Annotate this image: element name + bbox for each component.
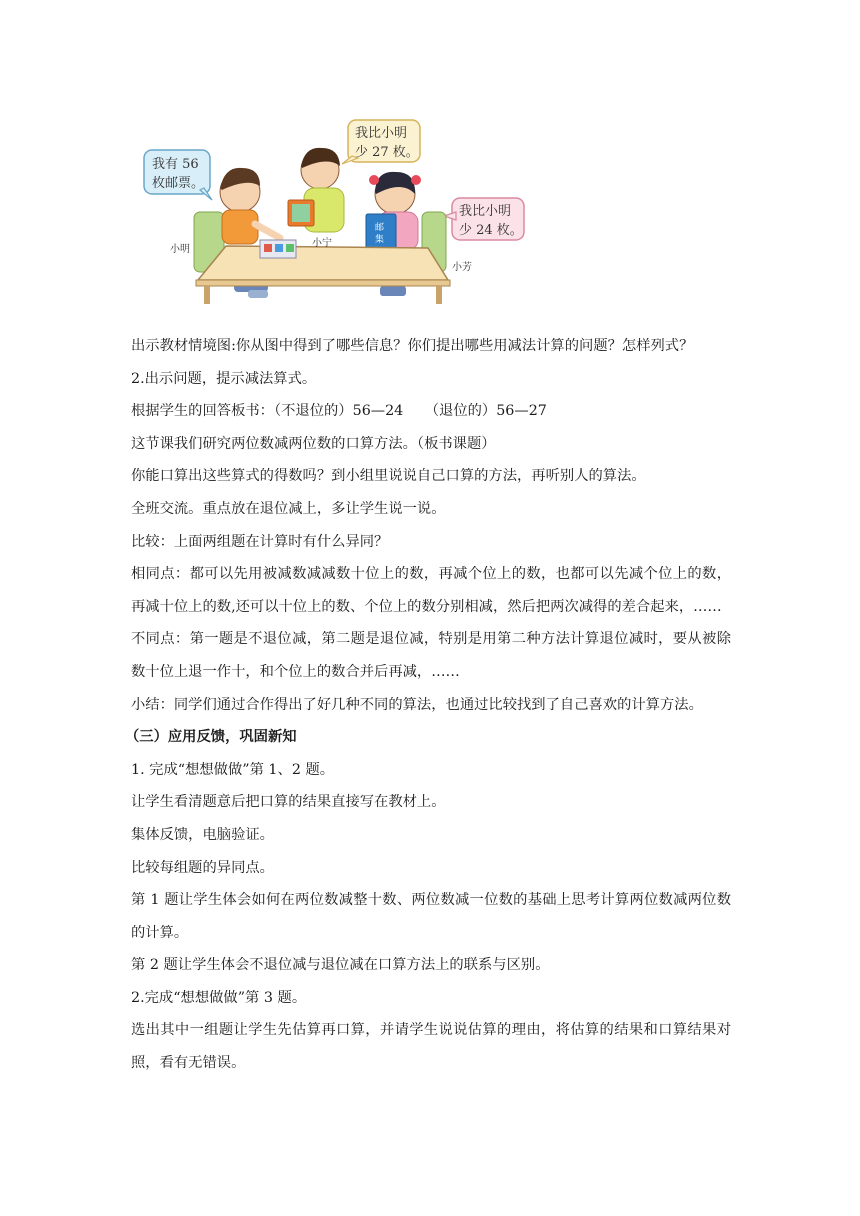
paragraph-question-2: 第 2 题让学生体会不退位减与退位减在口算方法上的联系与区别。	[131, 957, 550, 974]
paragraph-compare: 比较：上面两组题在计算时有什么异同？	[131, 533, 389, 550]
section-heading-3: （三）应用反馈，巩固新知	[125, 729, 297, 746]
paragraph-class-share: 全班交流。重点放在退位减上，多让学生说一说。	[131, 500, 446, 517]
bubble-xiaoming-line2: 枚邮票。	[152, 176, 205, 191]
paragraph-write-results: 让学生看清题意后把口算的结果直接写在教材上。	[131, 794, 446, 811]
bubble-xiaofang-line2: 少 24 枚。	[459, 223, 523, 238]
bubble-xiaoning-line2: 少 27 枚。	[355, 145, 419, 160]
lesson-text	[125, 330, 731, 1080]
name-label-xiaofang: 小芳	[452, 262, 472, 273]
speech-bubble-xiaoning	[342, 120, 420, 164]
speech-bubble-xiaofang	[444, 198, 524, 240]
name-label-xiaoming: 小明	[170, 244, 190, 255]
paragraph-similarities: 相同点：都可以先用被减数减减数十位上的数，再减个位上的数，也都可以先减个位上的数，再减十位上的数,还可以十位上的数、个位上的数分别相减，然后把两次减得的差合起来，……	[131, 566, 731, 615]
paragraph-exercise-1: 1. 完成“想想做做”第 1、2 题。	[131, 761, 335, 778]
paragraph-feedback: 集体反馈，电脑验证。	[131, 826, 274, 843]
paragraph-differences: 不同点：第一题是不退位减，第二题是退位减，特别是用第二种方法计算退位减时，要从被除数十位上退一作十，和个位上的数合并后再减，……	[131, 631, 731, 680]
speech-bubble-xiaoming	[144, 150, 212, 200]
paragraph-group-talk: 你能口算出这些算式的得数吗？到小组里说说自己口算的方法，再听别人的算法。	[131, 468, 646, 485]
book-label-line1: 邮	[375, 223, 385, 233]
book-label-line2: 集	[375, 235, 385, 245]
paragraph-summary: 小结：同学们通过合作得出了好几种不同的算法，也通过比较找到了自己喜欢的计算方法。	[131, 696, 703, 713]
table	[196, 240, 450, 304]
paragraph-intro: 出示教材情境图:你从图中得到了哪些信息？你们提出哪些用减法计算的问题？怎样列式？	[131, 338, 694, 354]
paragraph-estimate: 选出其中一组题让学生先估算再口算，并请学生说说估算的理由，将估算的结果和口算结果对照，看有无错误。	[131, 1022, 731, 1072]
bubble-xiaoning-line1: 我比小明	[355, 126, 408, 141]
bubble-xiaoming-line1: 我有 56	[152, 157, 199, 172]
boy-xiaoning-figure	[288, 148, 344, 232]
paragraph-step-2: 2.出示问题，提示减法算式。	[131, 370, 317, 387]
bubble-xiaofang-line1: 我比小明	[459, 204, 512, 219]
textbook-illustration	[130, 100, 540, 305]
paragraph-topic: 这节课我们研究两位数减两位数的口算方法。（板书课题）	[131, 435, 496, 452]
paragraph-board-writing: 根据学生的回答板书：（不退位的）56—24 （退位的）56—27	[131, 403, 547, 420]
paragraph-exercise-3: 2.完成“想想做做”第 3 题。	[131, 989, 307, 1006]
paragraph-compare-groups: 比较每组题的异同点。	[131, 859, 274, 876]
paragraph-question-1: 第 1 题让学生体会如何在两位数减整十数、两位数减一位数的基础上思考计算两位数减两位数的计算。	[131, 892, 731, 941]
name-label-xiaoning: 小宁	[312, 238, 332, 249]
